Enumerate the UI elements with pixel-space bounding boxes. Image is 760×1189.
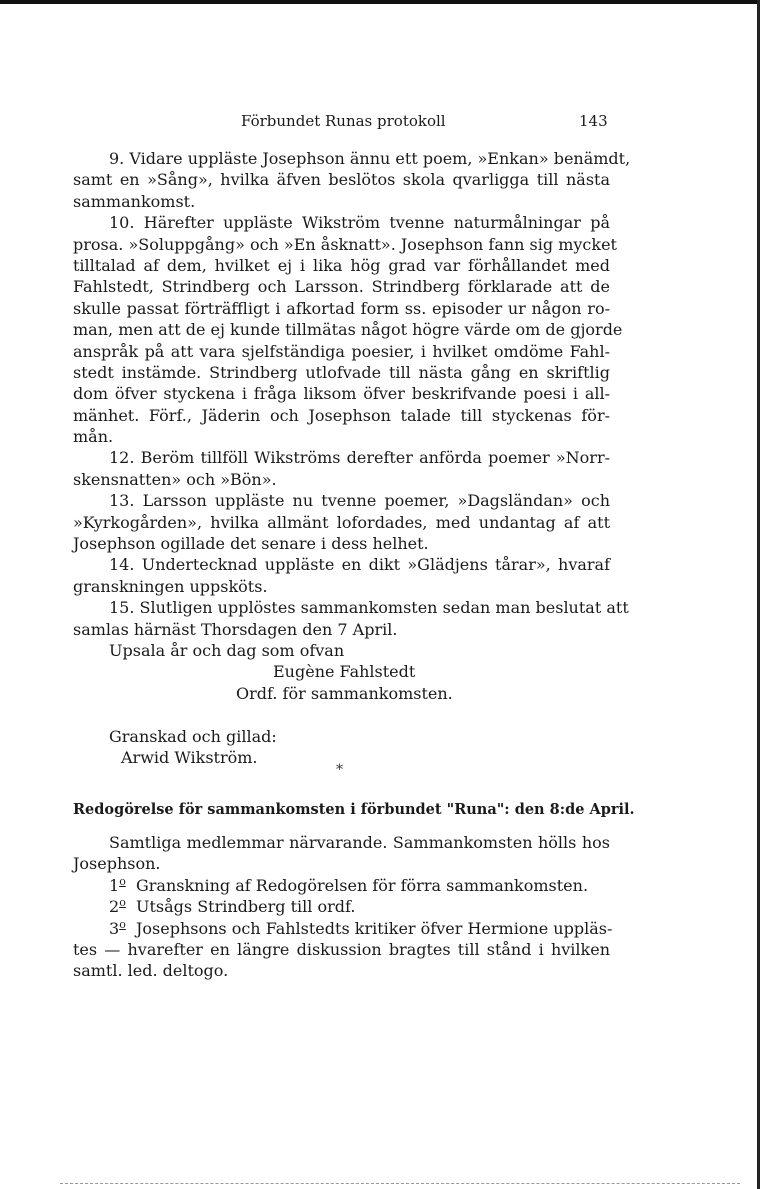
body-line: tilltalad af dem, hvilket ej i lika hög grad var förhållandet med [73,255,610,275]
item-text: Josephsons och Fahlstedts kritiker öfver Hermione uppläs- [135,918,613,938]
body-line: Upsala år och dag som ofvan [109,640,345,660]
page-top-border [0,0,760,4]
spacer [73,704,610,725]
section-heading: Redogörelse för sammankomsten i förbundet "Runa": den 8:de April. [73,801,635,818]
item-ordinal-mark: o [119,874,126,888]
item-ordinal-mark: o [119,917,126,931]
running-header [0,112,760,136]
item-text: Granskning af Redogörelsen för förra sammankomsten. [135,875,589,895]
item-number: 1 [109,875,120,895]
body-line: 15. Slutligen upplöstes sammankomsten sedan man beslutat att [109,598,629,618]
page-bottom-edge [60,1183,740,1184]
body-line: Fahlstedt, Strindberg och Larsson. Strindberg förklarade att de [73,277,610,297]
body-line: 12. Beröm tillföll Wikströms derefter anförda poemer »Norr- [109,448,610,468]
body-line: skensnatten» och »Bön». [73,469,277,489]
protocol-body [73,148,631,768]
item-number: 3 [109,918,120,938]
section-line: Josephson. [73,854,161,874]
body-line: anspråk på att vara sjelfständiga poesier, i hvilket omdöme Fahl- [73,341,610,361]
signature-name: Eugène Fahlstedt [273,662,416,682]
body-line: dom öfver styckena i fråga liksom öfver beskrifvande poesi i all- [73,384,610,404]
body-line: granskningen uppsköts. [73,576,268,596]
signature-role: Ordf. för sammankomsten. [236,683,453,703]
body-line: 13. Larsson uppläste nu tvenne poemer, »Dagsländan» och [109,491,610,511]
body-line: skulle passat förträffligt i afkortad form ss. episoder ur någon ro- [73,298,610,318]
body-line: mån. [73,427,114,447]
review-label: Granskad och gillad: [109,726,277,746]
body-line: »Kyrkogården», hvilka allmänt lofordades, med undantag af att [73,512,610,532]
numbered-item [73,875,610,896]
body-line: samlas härnäst Thorsdagen den 7 April. [73,619,398,639]
page-number: 143 [579,112,608,130]
body-line: man, men att de ej kunde tillmätas något högre värde om de gjorde [73,320,623,340]
running-title: Förbundet Runas protokoll [241,112,446,130]
body-line: prosa. »Soluppgång» och »En åsknatt». Josephson fann sig mycket [73,234,617,254]
body-line: 14. Undertecknad uppläste en dikt »Glädjens tårar», hvaraf [109,555,610,575]
review-name: Arwid Wikström. [121,747,258,767]
section-line: tes — hvarefter en längre diskussion bragtes till stånd i hvilken [73,939,610,959]
section-line: samtl. led. deltogo. [73,961,229,981]
section-separator: * [336,762,343,778]
numbered-item [73,896,610,917]
section-line: Samtliga medlemmar närvarande. Sammankomsten hölls hos [109,833,610,852]
body-line: sammankomst. [73,191,196,211]
item-text: Utsågs Strindberg till ordf. [135,897,356,917]
section-body [73,832,613,982]
body-line: samt en »Sång», hvilka äfven beslötos skola qvarligga till nästa [73,170,610,190]
numbered-item [73,917,613,939]
body-line: 9. Vidare uppläste Josephson ännu ett poem, »Enkan» benämdt, [109,149,631,168]
item-ordinal-mark: o [119,896,126,910]
body-line: 10. Härefter uppläste Wikström tvenne naturmålningar på [109,213,610,233]
item-number: 2 [109,897,120,917]
body-line: stedt instämde. Strindberg utlofvade till nästa gång en skriftlig [73,362,610,382]
body-line: mänhet. Förf., Jäderin och Josephson talade till styckenas för- [73,405,610,425]
body-line: Josephson ogillade det senare i dess helhet. [73,534,429,554]
